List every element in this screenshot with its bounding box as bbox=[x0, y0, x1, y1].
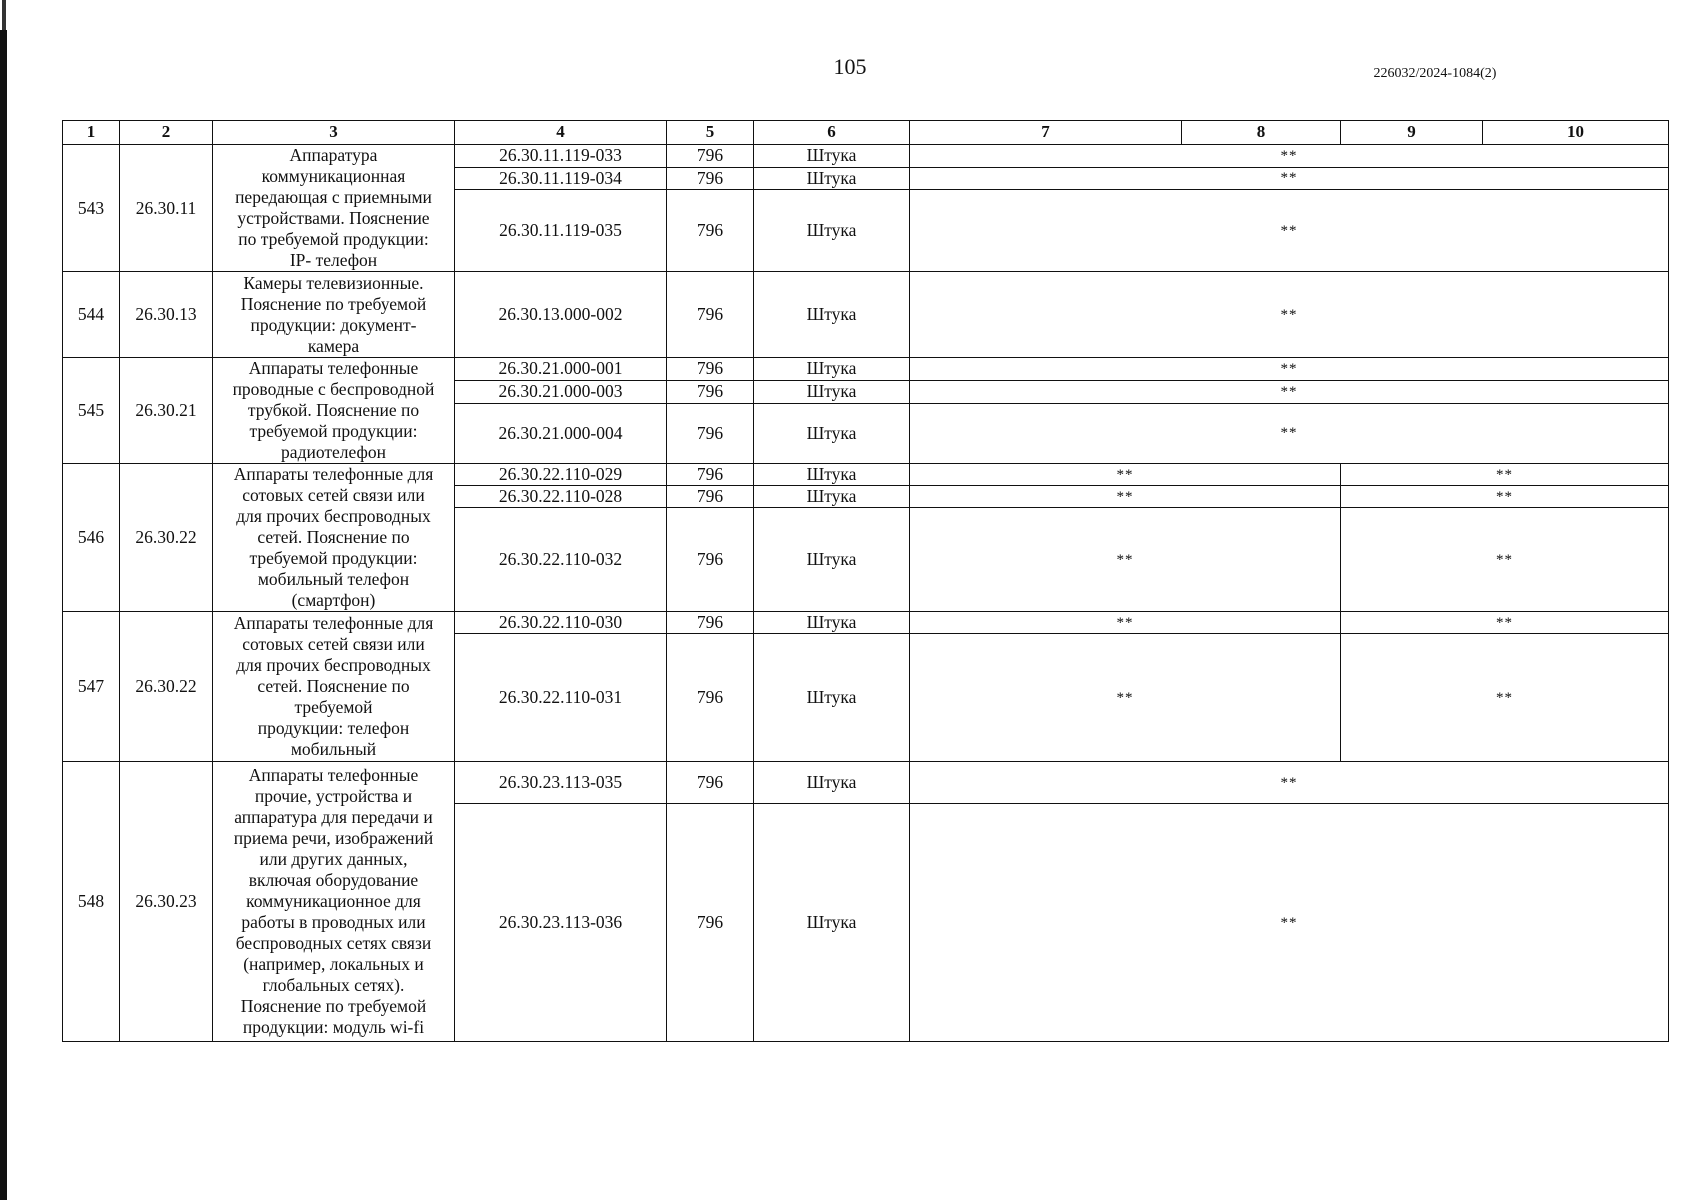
value-cell-9-10: ** bbox=[1341, 486, 1669, 508]
value-cell-9-10: ** bbox=[1341, 508, 1669, 612]
okei-code-cell: 796 bbox=[667, 167, 754, 190]
header-cell: 7 bbox=[910, 121, 1182, 145]
value-cell: ** bbox=[910, 762, 1669, 804]
okei-code-cell: 796 bbox=[667, 145, 754, 168]
okei-code-cell: 796 bbox=[667, 804, 754, 1042]
row-number-cell: 544 bbox=[63, 272, 120, 358]
table-row bbox=[63, 464, 1669, 486]
ktru-code-cell: 26.30.21.000-003 bbox=[455, 380, 667, 403]
value-cell-7-8: ** bbox=[910, 634, 1341, 762]
unit-cell: Штука bbox=[754, 486, 910, 508]
value-cell: ** bbox=[910, 272, 1669, 358]
value-cell: ** bbox=[910, 804, 1669, 1042]
value-cell: ** bbox=[910, 403, 1669, 463]
okei-code-cell: 796 bbox=[667, 612, 754, 634]
header-row bbox=[63, 121, 1669, 145]
okpd-code-cell: 26.30.23 bbox=[120, 762, 213, 1042]
ktru-code-cell: 26.30.22.110-029 bbox=[455, 464, 667, 486]
header-cell: 9 bbox=[1341, 121, 1483, 145]
unit-cell: Штука bbox=[754, 464, 910, 486]
page-number: 105 bbox=[833, 54, 867, 79]
row-number-cell: 545 bbox=[63, 358, 120, 464]
unit-cell: Штука bbox=[754, 634, 910, 762]
description-cell: Аппараты телефонные для сотовых сетей связи или для прочих беспроводных сетей. Пояснение по требуемой продукции: телефон мобильный bbox=[213, 612, 455, 762]
ktru-code-cell: 26.30.11.119-035 bbox=[455, 190, 667, 272]
unit-cell: Штука bbox=[754, 272, 910, 358]
unit-cell: Штука bbox=[754, 508, 910, 612]
okpd-code-cell: 26.30.22 bbox=[120, 612, 213, 762]
ktru-code-cell: 26.30.21.000-001 bbox=[455, 358, 667, 381]
header-cell: 5 bbox=[667, 121, 754, 145]
value-cell: ** bbox=[910, 380, 1669, 403]
table-row bbox=[63, 762, 1669, 804]
okei-code-cell: 796 bbox=[667, 403, 754, 463]
description-cell: Камеры телевизионные. Пояснение по требуемой продукции: документ- камера bbox=[213, 272, 455, 358]
header-cell: 3 bbox=[213, 121, 455, 145]
ktru-code-cell: 26.30.22.110-032 bbox=[455, 508, 667, 612]
unit-cell: Штука bbox=[754, 167, 910, 190]
okei-code-cell: 796 bbox=[667, 464, 754, 486]
okei-code-cell: 796 bbox=[667, 358, 754, 381]
ktru-code-cell: 26.30.22.110-028 bbox=[455, 486, 667, 508]
okei-code-cell: 796 bbox=[667, 380, 754, 403]
header-cell: 1 bbox=[63, 121, 120, 145]
header-cell: 6 bbox=[754, 121, 910, 145]
value-cell-9-10: ** bbox=[1341, 634, 1669, 762]
value-cell: ** bbox=[910, 167, 1669, 190]
value-cell-7-8: ** bbox=[910, 486, 1341, 508]
okei-code-cell: 796 bbox=[667, 190, 754, 272]
unit-cell: Штука bbox=[754, 762, 910, 804]
row-number-cell: 543 bbox=[63, 145, 120, 272]
okei-code-cell: 796 bbox=[667, 272, 754, 358]
okpd-code-cell: 26.30.21 bbox=[120, 358, 213, 464]
value-cell: ** bbox=[910, 145, 1669, 168]
ktru-code-cell: 26.30.21.000-004 bbox=[455, 403, 667, 463]
okei-code-cell: 796 bbox=[667, 634, 754, 762]
row-number-cell: 548 bbox=[63, 762, 120, 1042]
unit-cell: Штука bbox=[754, 403, 910, 463]
header-cell: 10 bbox=[1483, 121, 1669, 145]
table-row bbox=[63, 612, 1669, 634]
table-row bbox=[63, 145, 1669, 168]
description-cell: Аппаратура коммуникационная передающая с приемными устройствами. Пояснение по требуемой продукции: IP- телефон bbox=[213, 145, 455, 272]
value-cell: ** bbox=[910, 358, 1669, 381]
ktru-code-cell: 26.30.22.110-031 bbox=[455, 634, 667, 762]
okei-code-cell: 796 bbox=[667, 486, 754, 508]
okpd-code-cell: 26.30.11 bbox=[120, 145, 213, 272]
row-number-cell: 547 bbox=[63, 612, 120, 762]
unit-cell: Штука bbox=[754, 358, 910, 381]
ktru-code-cell: 26.30.22.110-030 bbox=[455, 612, 667, 634]
unit-cell: Штука bbox=[754, 190, 910, 272]
ktru-code-cell: 26.30.23.113-035 bbox=[455, 762, 667, 804]
ktru-code-cell: 26.30.13.000-002 bbox=[455, 272, 667, 358]
table-row bbox=[63, 358, 1669, 381]
value-cell-9-10: ** bbox=[1341, 612, 1669, 634]
value-cell: ** bbox=[910, 190, 1669, 272]
products-table bbox=[62, 120, 1669, 1042]
value-cell-7-8: ** bbox=[910, 464, 1341, 486]
ktru-code-cell: 26.30.23.113-036 bbox=[455, 804, 667, 1042]
header-cell: 8 bbox=[1182, 121, 1341, 145]
table-body bbox=[63, 145, 1669, 1042]
okpd-code-cell: 26.30.13 bbox=[120, 272, 213, 358]
ktru-code-cell: 26.30.11.119-033 bbox=[455, 145, 667, 168]
ktru-code-cell: 26.30.11.119-034 bbox=[455, 167, 667, 190]
header-cell: 4 bbox=[455, 121, 667, 145]
row-number-cell: 546 bbox=[63, 464, 120, 612]
unit-cell: Штука bbox=[754, 804, 910, 1042]
unit-cell: Штука bbox=[754, 612, 910, 634]
value-cell-9-10: ** bbox=[1341, 464, 1669, 486]
okei-code-cell: 796 bbox=[667, 508, 754, 612]
document-id: 226032/2024-1084(2) bbox=[1373, 66, 1497, 81]
scan-edge-top bbox=[2, 0, 6, 30]
header-cell: 2 bbox=[120, 121, 213, 145]
okpd-code-cell: 26.30.22 bbox=[120, 464, 213, 612]
unit-cell: Штука bbox=[754, 380, 910, 403]
value-cell-7-8: ** bbox=[910, 612, 1341, 634]
description-cell: Аппараты телефонные проводные с беспроводной трубкой. Пояснение по требуемой продукции: радиотелефон bbox=[213, 358, 455, 464]
value-cell-7-8: ** bbox=[910, 508, 1341, 612]
scan-edge bbox=[0, 30, 7, 1200]
description-cell: Аппараты телефонные для сотовых сетей связи или для прочих беспроводных сетей. Пояснение по требуемой продукции: мобильный телефон (смартфон) bbox=[213, 464, 455, 612]
okei-code-cell: 796 bbox=[667, 762, 754, 804]
table-row bbox=[63, 272, 1669, 358]
description-cell: Аппараты телефонные прочие, устройства и аппаратура для передачи и приема речи, изображений или других данных, включая оборудование коммуникационное для работы в проводных или беспроводных сетях связи (например, локальных и глобальных сетях). Пояснение по требуемой продукции: модуль wi-fi bbox=[213, 762, 455, 1042]
unit-cell: Штука bbox=[754, 145, 910, 168]
